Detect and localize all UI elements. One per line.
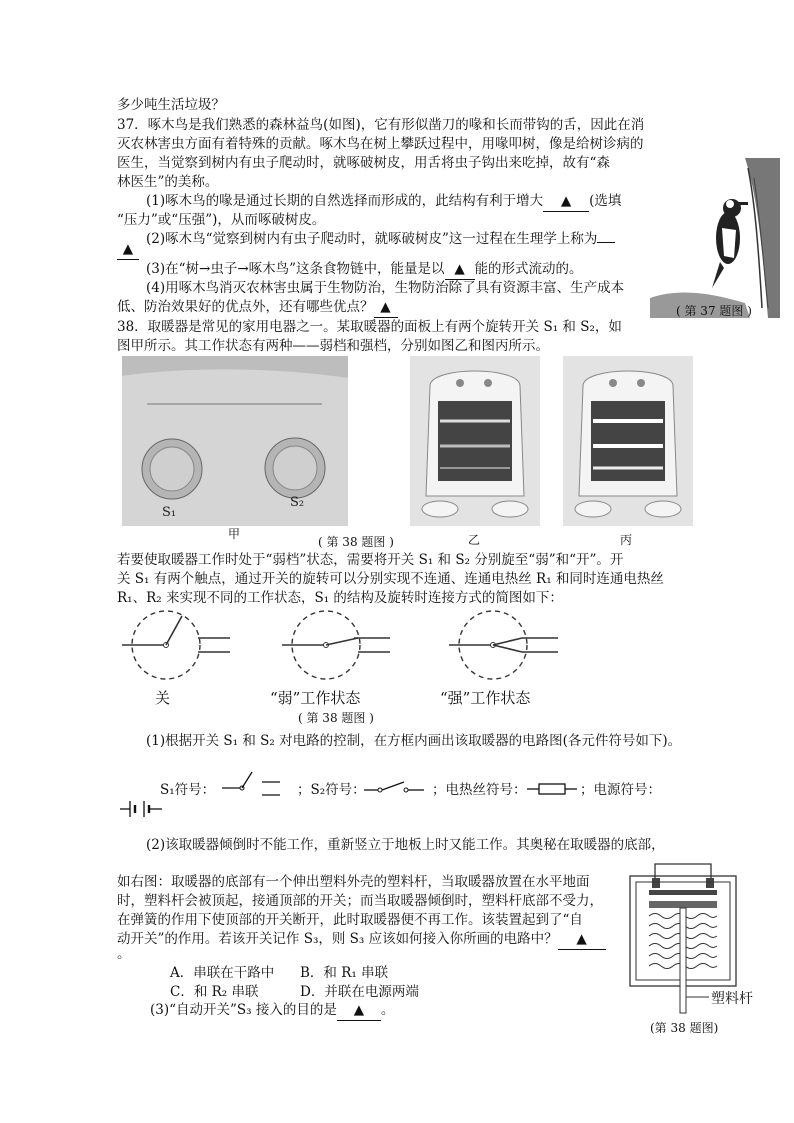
s1-symbol-label: S₁符号： xyxy=(160,782,216,798)
panel-s2-label: S₂ xyxy=(290,495,305,510)
question-38-line: 图甲所示。其工作状态有两种——弱档和强档，分别如图乙和图丙所示。 xyxy=(117,338,549,354)
label-bing: 丙 xyxy=(620,533,633,547)
answer-blank[interactable]: ▲ xyxy=(374,298,398,318)
panel-photo-jia xyxy=(122,356,348,526)
period: 。 xyxy=(117,946,131,962)
power-symbol xyxy=(120,798,166,820)
switch-strong-diagram xyxy=(449,611,558,679)
text-line: 多少吨生活垃圾？ xyxy=(117,97,225,113)
question-38-1: (1)根据开关 S₁ 和 S₂ 对电路的控制，在方框内画出该取暖器的电路图(各元件符号如下)。 xyxy=(146,733,682,749)
option-d: D．并联在电源两端 xyxy=(300,984,419,1000)
figure-38-caption: (第 38 题图) xyxy=(650,1021,719,1035)
question-38-2: (2)该取暖器倾倒时不能工作，重新竖立于地板上时又能工作。其奥秘在取暖器的底部， xyxy=(146,837,665,853)
label-weak-state: “弱”工作状态 xyxy=(270,689,361,707)
question-37-1-cont: “压力”或“压强”)，从而啄破树皮。 xyxy=(117,212,326,228)
question-38-line: R₁、R₂ 来实现不同的工作状态，S₁ 的结构及旋转时连接方式的简图如下： xyxy=(117,590,563,606)
heater-photo-yi xyxy=(410,356,540,526)
question-37-2: (2)啄木鸟“觉察到树内有虫子爬动时，就啄破树皮”这一过程在生理学上称为 xyxy=(146,230,615,249)
woodpecker-figure xyxy=(650,158,780,318)
power-symbol-label: ；电源符号： xyxy=(580,782,661,798)
label-strong-state: “强”工作状态 xyxy=(440,689,531,707)
question-37-1: (1)啄木鸟的喙是通过长期的自然选择而形成的，此结构有利于增大 ▲ (选填 xyxy=(146,192,621,212)
question-38-2-line: 动开关”的作用。若该开关记作 S₃，则 S₃ 应该如何接入你所画的电路中？ ▲ xyxy=(117,930,606,950)
question-38-line: 关 S₁ 有两个触点，通过开关的旋转可以分别实现不连通、连通电热丝 R₁ 和同时连通电热丝 xyxy=(117,571,664,587)
question-38-line: 38．取暖器是常见的家用电器之一。某取暖器的面板上有两个旋转开关 S₁ 和 S₂，如 xyxy=(117,319,622,335)
figure-38-caption: ( 第 38 题图 ) xyxy=(318,535,394,549)
answer-blank[interactable] xyxy=(597,242,615,243)
heater-symbol-label: ；电热丝符号： xyxy=(432,782,527,798)
option-c: C．和 R₂ 串联 xyxy=(170,984,259,1000)
label-yi: 乙 xyxy=(468,533,481,547)
answer-blank[interactable]: ▲ xyxy=(117,240,139,260)
switch-off-diagram xyxy=(122,611,230,679)
label-off: 关 xyxy=(155,689,171,707)
answer-blank[interactable]: ▲ xyxy=(337,1001,381,1021)
rod-label: 塑料杆 xyxy=(711,991,753,1007)
question-37-line: 医生，当觉察到树内有虫子爬动时，就啄破树皮，用舌将虫子钩出来吃掉，故有“森 xyxy=(117,155,610,171)
question-37-4-cont: 低、防治效果好的优点外，还有哪些优点？ ▲ xyxy=(117,298,398,318)
question-37-4: (4)用啄木鸟消灭农林害虫属于生物防治，生物防治除了具有资源丰富、生产成本 xyxy=(146,280,625,296)
option-b: B．和 R₁ 串联 xyxy=(300,965,389,981)
question-37-line: 37．啄木鸟是我们熟悉的森林益鸟(如图)，它有形似凿刀的喙和长而带钩的舌，因此在消 xyxy=(117,117,645,133)
option-a: A．串联在干路中 xyxy=(170,965,275,981)
question-37-3: (3)在“树→虫子→啄木鸟”这条食物链中，能量是以 ▲ 能的形式流动的。 xyxy=(146,260,583,280)
panel-s1-label: S₁ xyxy=(162,505,177,520)
s2-symbol xyxy=(364,778,426,798)
answer-blank[interactable]: ▲ xyxy=(543,192,589,212)
heater-photo-bing xyxy=(563,356,693,526)
question-38-2-line: 时，塑料杆会被顶起，接通顶部的开关；而当取暖器倾倒时，塑料杆底部不受力， xyxy=(117,893,603,909)
switch-weak-diagram xyxy=(282,611,390,679)
question-37-line: 林医生”的美称。 xyxy=(117,174,219,190)
question-38-2-line: 在弹簧的作用下使顶部的开关断开，此时取暖器便不再工作。该装置起到了“自 xyxy=(117,912,583,928)
label-jia: 甲 xyxy=(228,527,241,541)
question-37-line: 灭农林害虫方面有着特殊的贡献。啄木鸟在树上攀跃过程中，用喙叩树，像是给树诊病的 xyxy=(117,136,644,152)
answer-blank[interactable]: ▲ xyxy=(445,260,475,280)
figure-37-caption: ( 第 37 题图 ) xyxy=(676,304,752,318)
question-38-line: 若要使取暖器工作时处于“弱档”状态，需要将开关 S₁ 和 S₂ 分别旋至“弱”和“开”。开 xyxy=(117,552,624,568)
heater-symbol xyxy=(527,780,577,798)
answer-blank[interactable]: ▲ xyxy=(558,930,606,950)
question-38-2-line: 如右图：取暖器的底部有一个伸出塑料外壳的塑料杆，当取暖器放置在水平地面 xyxy=(117,874,590,890)
s2-symbol-label: ；S₂符号： xyxy=(297,782,366,798)
question-38-3: (3)“自动开关”S₃ 接入的目的是 ▲ 。 xyxy=(150,1001,394,1021)
figure-38-caption: ( 第 38 题图 ) xyxy=(298,711,374,725)
s1-symbol xyxy=(222,768,284,800)
